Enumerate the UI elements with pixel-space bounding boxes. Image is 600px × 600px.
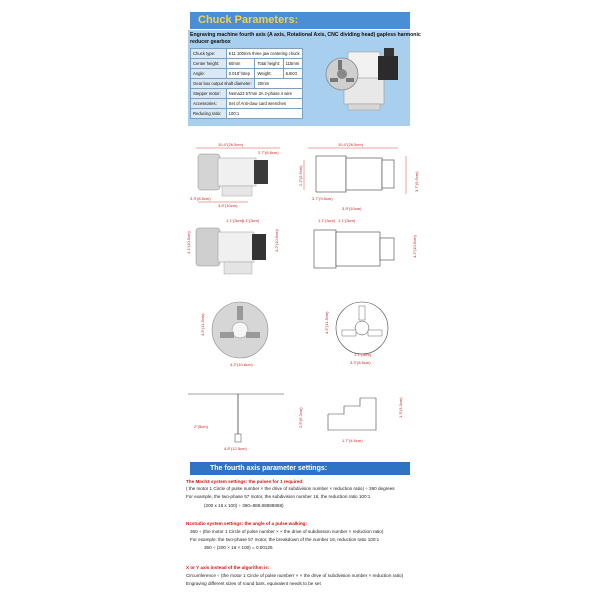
ncstudio-line: 360 ÷ (200 × 16 × 100) = 0.00125 — [204, 545, 273, 550]
mach3-line: (200 x 16 x 100) ÷ 360=888.88888888) — [204, 503, 284, 508]
dim-label: 1.1"(3cm) — [226, 218, 244, 223]
spec-row-angle — [191, 69, 303, 79]
spec-value: 0.018°/step — [226, 69, 255, 79]
product-photo — [322, 38, 410, 116]
spec-label: Stepper motor: — [191, 89, 227, 99]
drawing-chuck-line — [310, 294, 418, 372]
spec-label: Total height: — [255, 59, 283, 69]
spec-row-chuck-type — [191, 49, 303, 59]
drawing-side-view-2 — [180, 214, 292, 284]
spec-label: Angle: — [191, 69, 227, 79]
dim-label: 4.8"(12.5cm) — [224, 446, 247, 451]
spec-value: 20mm — [255, 79, 302, 89]
spec-table — [190, 48, 303, 119]
xy-line: Engraving different sizes of round bars, equivalent needs to be set — [186, 581, 321, 586]
dim-label: 4.1"(10.5cm) — [186, 231, 191, 254]
dim-label: 10.4"(26.5cm) — [338, 142, 363, 147]
spec-row-height — [191, 59, 303, 69]
dim-label: 1.1"(3cm) — [242, 218, 260, 223]
dim-label: 2.5"(6.2cm) — [298, 407, 303, 428]
spec-value: Set of Anti-claw card wrenches — [226, 99, 302, 109]
mach3-heading: The Mach3 system settings: the pulses for 1 required: — [186, 479, 304, 484]
spec-row-stepper — [191, 89, 303, 99]
dim-label: 3.3"(8.5cm) — [350, 360, 371, 365]
xy-line: Circumference ÷ (the motor 1 Circle of pulse numberr × × the drive of subdivision number × reduction ratio) — [186, 573, 404, 578]
dim-label: 1.7"(4.5cm) — [342, 438, 363, 443]
dim-label: 4.2"(10.6cm) — [412, 235, 417, 258]
dim-label: 3.7"(9.5cm) — [312, 196, 333, 201]
spec-value: 6.5KG — [283, 69, 302, 79]
spec-value: 60mm — [226, 59, 255, 69]
spec-label: Gear box output shaft diameter: — [191, 79, 255, 89]
drawing-top-view — [298, 140, 418, 216]
ncstudio-heading: Ncstudio system settings: the angle of a pulse walking: — [186, 521, 307, 526]
xy-heading: X or Y axis instead of the algorithm is: — [186, 565, 270, 570]
dim-label: 2.2"(5.5cm) — [298, 165, 303, 186]
spec-value: 100:1 — [226, 109, 302, 119]
spec-value: Nema23 57mm 3A 2-phase 4 wire — [226, 89, 302, 99]
ncstudio-line: For example: the two-phase 57 motor, the breakdown of the number 16, reduction ratio 100:1 — [190, 537, 380, 542]
ncstudio-line: 360 ÷ (the motor 1 Circle of pulse number × × the drive of subdivision number × reduction ratio) — [190, 529, 384, 534]
section-title: The fourth axis parameter settings: — [210, 465, 328, 472]
page-title: Chuck Parameters: — [198, 14, 299, 26]
spec-value: 115mm — [283, 59, 302, 69]
dim-label: 4.2"(10.6cm) — [274, 229, 279, 252]
dim-label: 4.2"(10.6cm) — [230, 362, 253, 367]
mach3-line: ( the motor 1 Circle of pulse number × the drive of subdivision number × reduction ratio) ÷ 360 degrees — [186, 486, 395, 491]
dim-label: 3.9"(10cm) — [342, 206, 362, 211]
spec-label: Center height: — [191, 59, 227, 69]
spec-label: Reducing ratio: — [191, 109, 227, 119]
spec-row-accessories — [191, 99, 303, 109]
mach3-line: For example, the two-phase 57 motor, the subdivision number 16, the reduction ratio 100:1 — [186, 494, 371, 499]
spec-row-shaft — [191, 79, 303, 89]
drawing-front-view — [298, 214, 418, 284]
drawing-chuck-front — [186, 294, 298, 372]
drawing-wrench — [180, 384, 306, 454]
spec-value: K11 100mm three jaw centering chuck — [226, 49, 302, 59]
product-subtitle: Engraving machine fourth axis (A axis, Rotational Axis, CNC dividing head) gapless harmonic reducer gearbox — [190, 32, 421, 45]
spec-label: Accessories: — [191, 99, 227, 109]
drawing-side-view — [188, 140, 292, 210]
dim-label: 1.1"(3cm) — [318, 218, 336, 223]
dim-label: 4.5"(11.5cm) — [200, 313, 205, 336]
dim-label: 1.1"(3cm) — [354, 352, 372, 357]
spec-row-reducing — [191, 109, 303, 119]
dim-label: 10.4"(26.5cm) — [218, 142, 243, 147]
dim-label: 2"(5cm) — [194, 424, 208, 429]
dim-label: 4.5"(11.5cm) — [324, 311, 329, 334]
spec-label: Chuck type: — [191, 49, 227, 59]
dim-label: 2.7"(6.8cm) — [258, 150, 279, 155]
drawing-jaw — [318, 384, 418, 454]
dim-label: 1.1"(3cm) — [338, 218, 356, 223]
dim-label: 3.3"(8.5cm) — [190, 196, 211, 201]
dim-label: 3.7"(9.5cm) — [414, 171, 419, 192]
spec-label: Weight: — [255, 69, 283, 79]
dim-label: 3.9"(10cm) — [218, 203, 238, 208]
dim-label: 1.3"(3.3cm) — [398, 397, 403, 418]
